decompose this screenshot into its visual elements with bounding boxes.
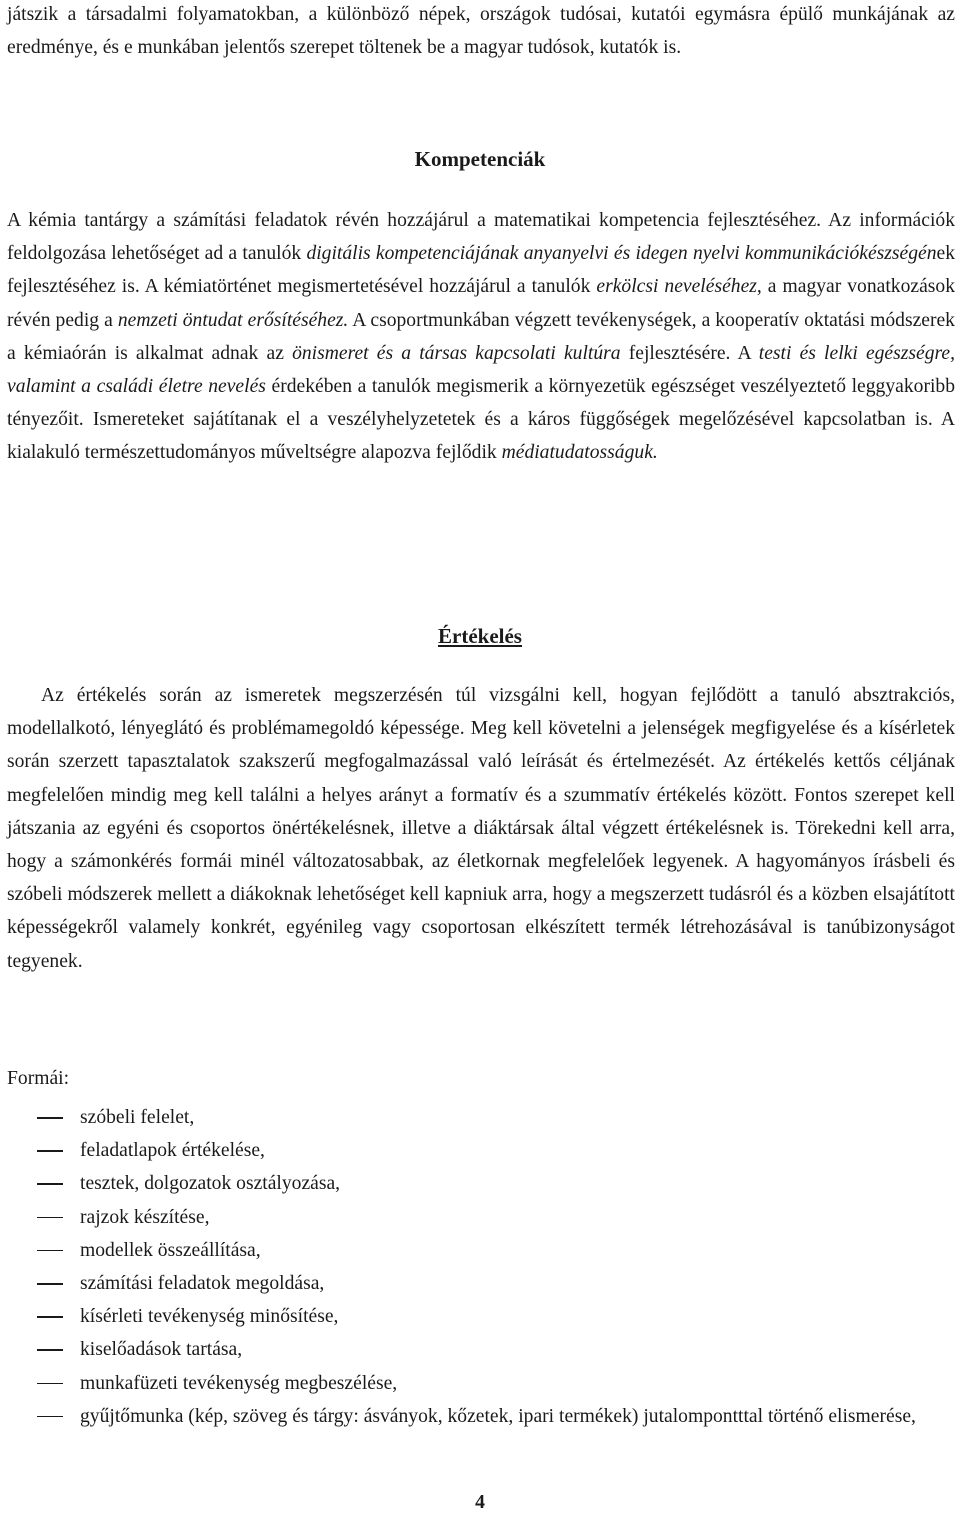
page-number: 4 [475,1492,485,1513]
text-run: A csoportmunkában végzett tevékenységek, a kooperatív oktatási módszerek a kémiaórán is alkalmat adnak az [7,309,955,364]
text-run: A kémia tantárgy a számítási feladatok révén hozzájárul a matematikai kompetencia fejlesztéséhez. Az információk feldolgozása lehetőséget ad a tanulók [7,210,955,265]
list-item-text: kiselőadások tartása, [80,1339,243,1361]
list-item [7,1400,955,1433]
text-run: ek fejlesztéséhez is. A kémiatörténet megismertetésével hozzájárul a tanulók [7,243,955,298]
ertekeles-heading: Értékelés [438,624,522,648]
intro-paragraph: játszik a társadalmi folyamatokban, a különböző népek, országok tudósai, kutatói egymásra épülő munkájának az eredménye, és e munkában jelentős szerepet töltenek be a magyar tudósok, kutatók is. [7,4,955,59]
dash-bullet-icon [37,1250,63,1252]
dash-bullet-icon [37,1316,63,1318]
list-item-text: szóbeli felelet, [80,1107,195,1128]
emphasized-text: médiatudatosságuk. [501,442,658,464]
list-item-text: rajzok készítése, [80,1206,210,1228]
emphasized-text: nemzeti öntudat erősítéséhez. [117,309,349,331]
emphasized-text: erkölcsi neveléséhez [596,276,757,298]
text-run: érdekében a tanulók megismerik a környezetük egészséget veszélyeztető leggyakoribb tényezőit. Ismereteket sajátítanak el a veszélyhelyzetetek és a káros függőségek megelőzésével kapcsolatban is. A kialakuló természettudományos műveltségre alapozva fejlődik [7,376,956,464]
list-item [7,1234,955,1267]
formai-list [7,1101,955,1433]
list-item-text: kísérleti tevékenység minősítése, [80,1306,339,1328]
kompetenciak-heading: Kompetenciák [414,147,546,171]
emphasized-text: önismeret és a társas kapcsolati kultúra [292,342,621,364]
list-item [7,1101,955,1134]
dash-bullet-icon [37,1217,63,1219]
dash-bullet-icon [37,1383,63,1385]
text-run: , a magyar vonatkozások révén pedig a [7,276,955,331]
list-item [7,1267,955,1300]
list-item-text: tesztek, dolgozatok osztályozása, [80,1173,341,1195]
formai-label: Formái: [7,1068,70,1089]
list-item-text: gyűjtőmunka (kép, szöveg és tárgy: ásványok, kőzetek, ipari termékek) jutalompontttal történő elismerése, [80,1405,916,1427]
list-item-text: modellek összeállítása, [80,1239,261,1261]
list-item [7,1333,955,1366]
dash-bullet-icon [37,1150,63,1152]
ertekeles-paragraph: Az értékelés során az ismeretek megszerzésén túl vizsgálni kell, hogyan fejlődött a tanuló absztrakciós, modellalkotó, lényeglátó és problémamegoldó képessége. Meg kell követelni a jelenségek megfigyelése és a kísérletek során szerzett tapasztalatok szakszerű megfogalmazással való leírását és értelmezését. Az értékelés kettős céljának megfelelően mindig meg kell találni a helyes arányt a formatív és a szummatív értékelés között. Fontos szerepet kell játszania az egyéni és csoportos önértékelésnek, illetve a diáktársak által végzett értékelésnek is. Törekedni kell arra, hogy a számonkérés formái minél változatosabbak, az életkornak megfelelőek legyenek. A hagyományos írásbeli és szóbeli módszerek mellett a diákoknak lehetőséget kell kapniuk arra, hogy a megszerzett tudásról és a közben elsajátított képességekről valamely konkrét, egyénileg vagy csoportosan elkészített termék létrehozásával is tanúbizonyságot tegyenek. [7,685,955,972]
emphasized-text: testi és lelki egészségre, valamint a családi életre nevelés [7,342,955,398]
kompetenciak-paragraph [7,204,955,470]
list-item [7,1367,955,1400]
dash-bullet-icon [37,1283,63,1285]
list-item [7,1167,955,1200]
emphasized-text: digitális kompetenciájának anyanyelvi és idegen nyelvi kommunikációkészségén [306,243,937,265]
text-run: fejlesztésére. A [620,342,759,364]
list-item-text: feladatlapok értékelése, [80,1140,265,1162]
list-item-text: számítási feladatok megoldása, [80,1273,325,1295]
list-item [7,1201,955,1234]
dash-bullet-icon [37,1349,63,1351]
list-item [7,1300,955,1333]
list-item-text: munkafüzeti tevékenység megbeszélése, [80,1372,398,1394]
list-item [7,1134,955,1167]
dash-bullet-icon [37,1117,63,1119]
dash-bullet-icon [37,1416,63,1418]
dash-bullet-icon [37,1183,63,1185]
